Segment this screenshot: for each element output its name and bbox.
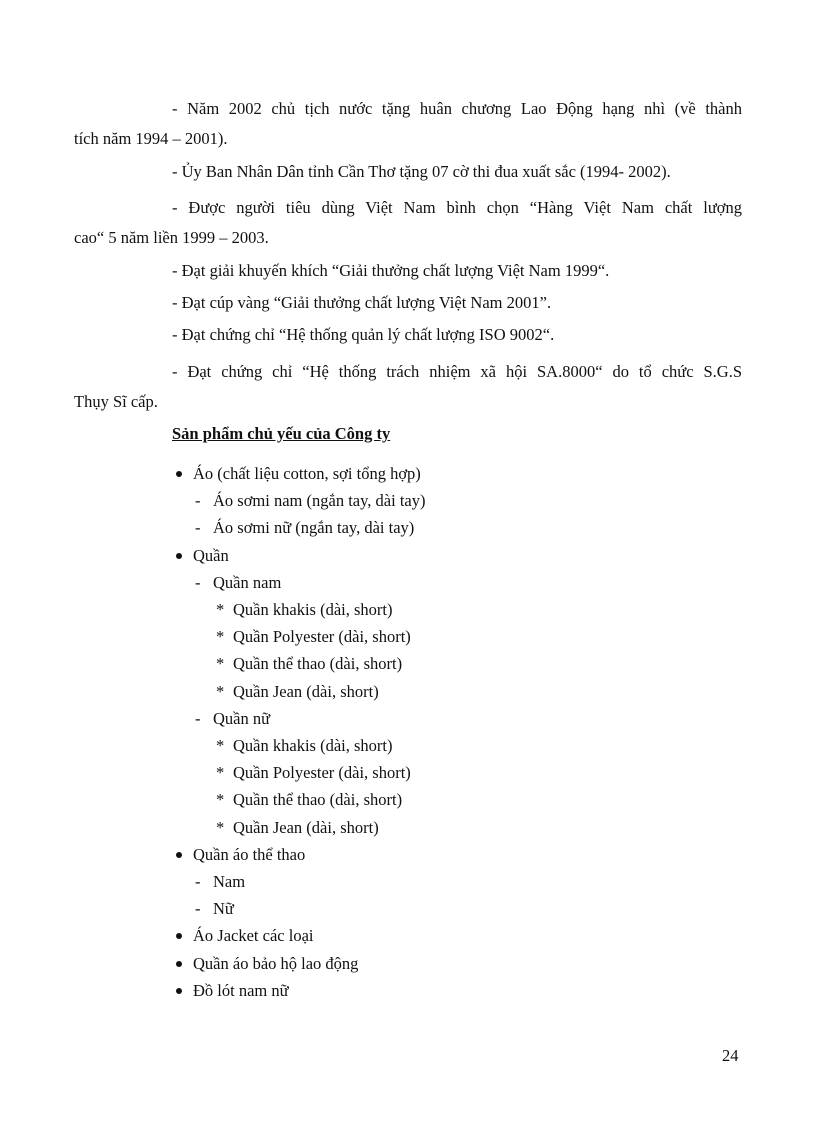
list-item <box>0 514 816 541</box>
list-item-text: Áo sơmi nữ (ngắn tay, dài tay) <box>213 518 415 538</box>
page-number: 24 <box>722 1046 739 1065</box>
list-item-text: Nữ <box>213 899 234 919</box>
paragraph-first-line: - Đạt chứng chỉ “Hệ thống trách nhiệm xã hội SA.8000“ do tổ chức S.G.S <box>172 362 742 381</box>
list-item-text: Quần Polyester (dài, short) <box>233 627 411 647</box>
paragraph-first-line: - Đạt giải khuyến khích “Giải thưởng chất lượng Việt Nam 1999“. <box>172 261 610 280</box>
list-item-text: Quần khakis (dài, short) <box>233 600 393 619</box>
asterisk-marker: * <box>216 627 225 647</box>
list-item-text: Quần thể thao (dài, short) <box>233 654 403 674</box>
list-item-text: Quần áo bảo hộ lao động <box>193 953 359 973</box>
list-item <box>0 650 816 677</box>
bullet-icon <box>176 553 182 559</box>
dash-marker: - <box>195 491 201 511</box>
list-item-text: Quần Jean (dài, short) <box>233 681 379 701</box>
bullet-icon <box>176 471 182 477</box>
dash-marker: - <box>195 899 201 919</box>
list-item <box>0 977 816 1004</box>
paragraph-first-line: - Đạt cúp vàng “Giải thưởng chất lượng Việt Nam 2001”. <box>172 293 552 312</box>
list-item <box>0 487 816 514</box>
list-item-text: Nam <box>213 872 246 891</box>
dash-marker: - <box>195 708 201 728</box>
paragraph-continuation-line: Thụy Sĩ cấp. <box>74 392 158 411</box>
list-item <box>0 841 816 868</box>
asterisk-marker: * <box>216 654 225 674</box>
list-item <box>0 895 816 922</box>
paragraph-continuation-line: tích năm 1994 – 2001). <box>74 129 228 148</box>
list-item <box>0 868 816 895</box>
paragraph-first-line: - Được người tiêu dùng Việt Nam bình chọn “Hàng Việt Nam chất lượng <box>172 198 742 217</box>
dash-marker: - <box>195 872 201 891</box>
paragraph-first-line: - Ủy Ban Nhân Dân tỉnh Cần Thơ tặng 07 cờ thi đua xuất sắc (1994- 2002). <box>172 162 671 181</box>
list-item-text: Quần nữ <box>213 708 271 728</box>
asterisk-marker: * <box>216 681 225 701</box>
list-item-text: Quần Jean (dài, short) <box>233 817 379 837</box>
list-item-text: Quần áo thể thao <box>193 844 306 864</box>
list-item-text: Áo Jacket các loại <box>193 926 314 946</box>
list-item <box>0 814 816 841</box>
list-item-text: Quần <box>193 545 229 565</box>
list-item <box>0 759 816 786</box>
bullet-icon <box>176 988 182 994</box>
asterisk-marker: * <box>216 763 225 783</box>
list-item <box>0 596 816 623</box>
list-item <box>0 460 816 487</box>
section-heading: Sản phẩm chủ yếu của Công ty <box>172 424 391 443</box>
list-item-text: Quần khakis (dài, short) <box>233 736 393 755</box>
list-item <box>0 623 816 650</box>
list-item-text: Quần thể thao (dài, short) <box>233 790 403 810</box>
list-item-text: Quần Polyester (dài, short) <box>233 763 411 783</box>
asterisk-marker: * <box>216 790 225 810</box>
list-item <box>0 922 816 949</box>
paragraph-first-line: - Năm 2002 chủ tịch nước tặng huân chương Lao Động hạng nhì (về thành <box>172 99 742 118</box>
bullet-icon <box>176 852 182 858</box>
bullet-icon <box>176 933 182 939</box>
list-item <box>0 678 816 705</box>
asterisk-marker: * <box>216 600 225 619</box>
list-item <box>0 705 816 732</box>
dash-marker: - <box>195 518 201 538</box>
asterisk-marker: * <box>216 736 225 755</box>
list-item-text: Đồ lót nam nữ <box>193 980 289 1000</box>
asterisk-marker: * <box>216 817 225 837</box>
dash-marker: - <box>195 572 201 592</box>
list-item-text: Quần nam <box>213 572 282 592</box>
list-item-text: Áo (chất liệu cotton, sợi tổng hợp) <box>193 464 421 483</box>
list-item <box>0 732 816 759</box>
paragraph-first-line: - Đạt chứng chỉ “Hệ thống quản lý chất lượng ISO 9002“. <box>172 325 555 344</box>
paragraph-continuation-line: cao“ 5 năm liền 1999 – 2003. <box>74 228 269 247</box>
list-item <box>0 786 816 813</box>
list-item <box>0 569 816 596</box>
list-item-text: Áo sơmi nam (ngắn tay, dài tay) <box>213 491 426 511</box>
list-item <box>0 950 816 977</box>
list-item <box>0 542 816 569</box>
bullet-icon <box>176 961 182 967</box>
